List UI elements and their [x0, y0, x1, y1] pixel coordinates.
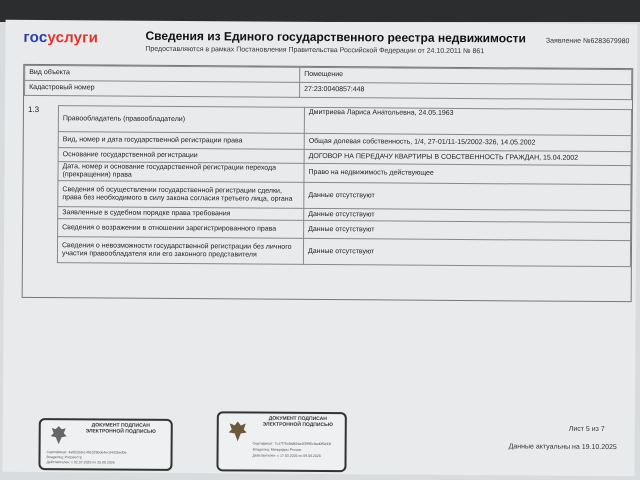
- row-value: Общая долевая собственность, 1/4, 27-01/11-15/2002-326, 14.05.2002: [304, 133, 631, 151]
- row-value: Данные отсутствуют: [304, 220, 631, 240]
- row-label: Правообладатель (правообладатели): [58, 106, 304, 134]
- stamp-owner: Владелец: Минцифры России: [252, 447, 302, 452]
- stamp-validity: Действителен: с 02.07.2025 по 25.09.2026: [46, 460, 115, 465]
- cadastral-label: Кадастровый номер: [25, 80, 300, 97]
- stamp-validity: Действителен: с 17.03.2025 по 09.06.2026: [252, 453, 321, 459]
- row-label: Сведения об осуществлении государственной регистрации сделки, права без необходимого в силу закона согласия третьего лица, органа: [58, 181, 304, 209]
- stamp-certificate: Сертификат: 4a0026de1461029bde4ecd4d35ed0e: [46, 450, 127, 455]
- e-signature-stamp: [216, 411, 346, 472]
- row-label: Заявленные в судебном порядке права требования: [58, 207, 304, 221]
- stamp-title: ДОКУМЕНТ ПОДПИСАН ЭЛЕКТРОННОЙ ПОДПИСЬЮ: [262, 415, 333, 429]
- row-value: ДОГОВОР НА ПЕРЕДАЧУ КВАРТИРЫ В СОБСТВЕННОСТЬ ГРАЖДАН, 15.04.2002: [304, 149, 631, 165]
- document-page: [2, 20, 637, 476]
- stamp-title: ДОКУМЕНТ ПОДПИСАН ЭЛЕКТРОННОЙ ПОДПИСЬЮ: [85, 422, 156, 435]
- table-row: [57, 237, 630, 267]
- stamp-certificate: Сертификат: 7c47f75c6a8f2da4f3996c9ad0f5d43f: [252, 441, 332, 447]
- row-label: Дата, номер и основание государственной регистрации перехода (прекращения) права: [58, 162, 304, 183]
- row-value: Право на недвижимость действующее: [304, 163, 631, 184]
- page-subtitle: Предоставляются в рамках Постановления Правительства Российской Федерации от 24.10.2011 № 861: [145, 45, 485, 56]
- application-number: Заявление №6283679980: [545, 37, 630, 46]
- e-signature-stamp: [38, 418, 172, 471]
- row-label: Вид, номер и дата государственной регистрации права: [58, 132, 304, 150]
- row-label: Сведения о возражении в отношении зарегистрированного права: [58, 219, 304, 239]
- row-value: Данные отсутствуют: [303, 238, 630, 266]
- row-value: Дмитриева Лариса Анатольевна, 24.05.1963: [304, 107, 631, 135]
- table-row: [58, 106, 631, 136]
- object-type-value: Помещение: [300, 67, 632, 84]
- monitor-bezel: [0, 0, 640, 22]
- row-label: Сведения о невозможности государственной регистрации без личного участия правообладателя или его законного представителя: [57, 237, 303, 265]
- table-row: [58, 181, 631, 211]
- row-value: Данные отсутствуют: [304, 182, 631, 210]
- table-row: [25, 80, 632, 99]
- rights-table: [57, 105, 632, 267]
- section-number: 1.3: [27, 104, 40, 115]
- coat-of-arms-icon: [49, 424, 69, 446]
- row-label: Основание государственной регистрации: [58, 148, 304, 164]
- object-type-label: Вид объекта: [25, 65, 300, 82]
- row-value: Данные отсутствуют: [304, 208, 631, 222]
- stamp-owner: Владелец: Росреестр: [46, 455, 82, 460]
- cadastral-value: 27:23:0040857:448: [300, 82, 632, 99]
- coat-of-arms-icon: [227, 419, 249, 443]
- data-actual-date: Данные актуальны на 19.10.2025: [508, 443, 617, 452]
- page-title: Сведения из Единого государственного реестра недвижимости: [145, 28, 526, 46]
- page-counter: Лист 5 из 7: [568, 425, 605, 433]
- object-info-table: [24, 65, 632, 100]
- gosuslugi-logo: госуслуги: [23, 28, 99, 47]
- registry-table: [22, 64, 634, 302]
